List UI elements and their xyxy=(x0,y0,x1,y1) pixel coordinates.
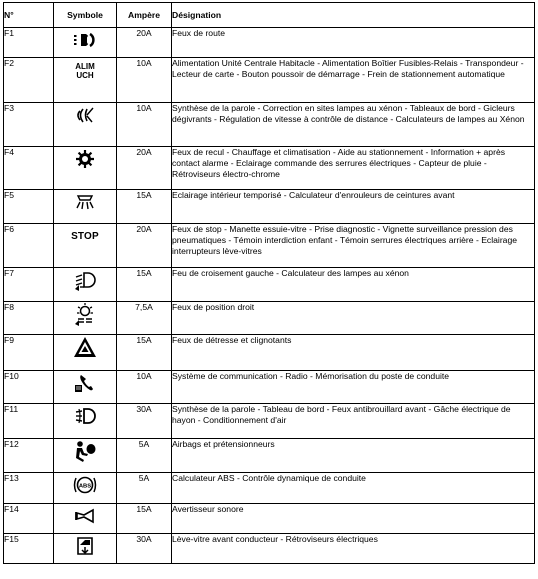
table-row xyxy=(4,404,535,439)
alim-uch-label: ALIM UCH xyxy=(75,62,95,80)
fuse-designation: Feux de recul - Chauffage et climatisation - Aide au stationnement - Information + après contact alarme - Eclairage commande des serrures électriques - Capteur de pluie - Rétroviseurs électro-chrome xyxy=(172,147,535,190)
fuse-ampere: 20A xyxy=(117,224,172,268)
fuse-designation: Airbags et prétensionneurs xyxy=(172,439,535,473)
fuse-number: F8 xyxy=(4,302,54,335)
xenon-lamp-icon xyxy=(71,103,99,127)
fuse-designation: Avertisseur sonore xyxy=(172,504,535,534)
table-row xyxy=(4,371,535,404)
fuse-designation: Eclairage intérieur temporisé - Calculateur d'enrouleurs de ceintures avant xyxy=(172,190,535,224)
abs-icon-label: ABS xyxy=(78,483,92,490)
fuse-ampere: 5A xyxy=(117,473,172,504)
fuse-ampere: 20A xyxy=(117,28,172,58)
fuse-number: F2 xyxy=(4,58,54,103)
airbag-icon xyxy=(71,439,99,463)
fuse-designation: Feux de stop - Manette essuie-vitre - Prise diagnostic - Vignette surveillance pression des pneumatiques - Témoin interdiction enfant - Témoin serrures électriques arrière - Eclairage interrupteurs lève-vitres xyxy=(172,224,535,268)
fuse-designation: Feu de croisement gauche - Calculateur des lampes au xénon xyxy=(172,268,535,302)
fuse-ampere: 20A xyxy=(117,147,172,190)
header-designation: Désignation xyxy=(172,3,535,28)
fuse-number: F3 xyxy=(4,103,54,147)
fuse-designation: Feux de détresse et clignotants xyxy=(172,335,535,371)
low-beam-icon xyxy=(71,268,99,292)
phone-icon xyxy=(71,371,99,395)
fuse-ampere: 7,5A xyxy=(117,302,172,335)
interior-light-icon xyxy=(71,190,99,214)
table-row xyxy=(4,147,535,190)
fuse-ampere: 10A xyxy=(117,371,172,404)
table-row xyxy=(4,534,535,564)
fuse-ampere: 15A xyxy=(117,268,172,302)
fuse-designation: Alimentation Unité Centrale Habitacle - Alimentation Boîtier Fusibles-Relais - Transpondeur - Lecteur de carte - Bouton poussoir de démarrage - Frein de stationnement automatique xyxy=(172,58,535,103)
fuse-ampere: 15A xyxy=(117,335,172,371)
table-row xyxy=(4,504,535,534)
fuse-designation: Calculateur ABS - Contrôle dynamique de conduite xyxy=(172,473,535,504)
fuse-number: F4 xyxy=(4,147,54,190)
fog-light-icon xyxy=(71,404,99,428)
fuse-designation: Synthèse de la parole - Correction en sites lampes au xénon - Tableaux de bord - Gicleurs dégivrants - Régulation de vitesse à contrôle de distance - Calculateurs de lampes au Xénon xyxy=(172,103,535,147)
table-row xyxy=(4,335,535,371)
abs-icon xyxy=(71,473,99,497)
fuse-designation: Lève-vitre avant conducteur - Rétroviseurs électriques xyxy=(172,534,535,564)
table-row xyxy=(4,28,535,58)
fuse-ampere: 10A xyxy=(117,103,172,147)
fuse-number: F7 xyxy=(4,268,54,302)
header-ampere: Ampère xyxy=(117,3,172,28)
header-number: N° xyxy=(4,3,54,28)
fuse-number: F12 xyxy=(4,439,54,473)
gear-icon xyxy=(71,147,99,171)
hazard-warning-icon xyxy=(71,335,99,359)
fuse-number: F1 xyxy=(4,28,54,58)
fuse-number: F6 xyxy=(4,224,54,268)
fuse-number: F14 xyxy=(4,504,54,534)
header-symbol: Symbole xyxy=(54,3,117,28)
fuse-ampere: 10A xyxy=(117,58,172,103)
table-row xyxy=(4,224,535,268)
fuse-number: F13 xyxy=(4,473,54,504)
fuse-ampere: 30A xyxy=(117,404,172,439)
header-row xyxy=(4,3,535,28)
fuse-table xyxy=(3,2,535,564)
table-row xyxy=(4,268,535,302)
fuse-number: F10 xyxy=(4,371,54,404)
fuse-ampere: 15A xyxy=(117,190,172,224)
headlight-main-beam-icon xyxy=(71,28,99,52)
fuse-designation: Feux de position droit xyxy=(172,302,535,335)
fuse-ampere: 5A xyxy=(117,439,172,473)
table-row xyxy=(4,439,535,473)
table-row xyxy=(4,103,535,147)
horn-icon xyxy=(71,504,99,528)
stop-label: STOP xyxy=(71,231,99,242)
fuse-ampere: 30A xyxy=(117,534,172,564)
fuse-designation: Feux de route xyxy=(172,28,535,58)
table-row xyxy=(4,58,535,103)
table-row xyxy=(4,190,535,224)
table-row xyxy=(4,473,535,504)
fuse-number: F11 xyxy=(4,404,54,439)
fuse-designation: Synthèse de la parole - Tableau de bord - Feux antibrouillard avant - Gâche électrique de hayon - Conditionnement d'air xyxy=(172,404,535,439)
position-light-icon xyxy=(71,302,99,326)
fuse-number: F9 xyxy=(4,335,54,371)
fuse-ampere: 15A xyxy=(117,504,172,534)
table-row xyxy=(4,302,535,335)
window-lift-icon xyxy=(71,534,99,558)
fuse-number: F15 xyxy=(4,534,54,564)
fuse-number: F5 xyxy=(4,190,54,224)
fuse-designation: Système de communication - Radio - Mémorisation du poste de conduite xyxy=(172,371,535,404)
